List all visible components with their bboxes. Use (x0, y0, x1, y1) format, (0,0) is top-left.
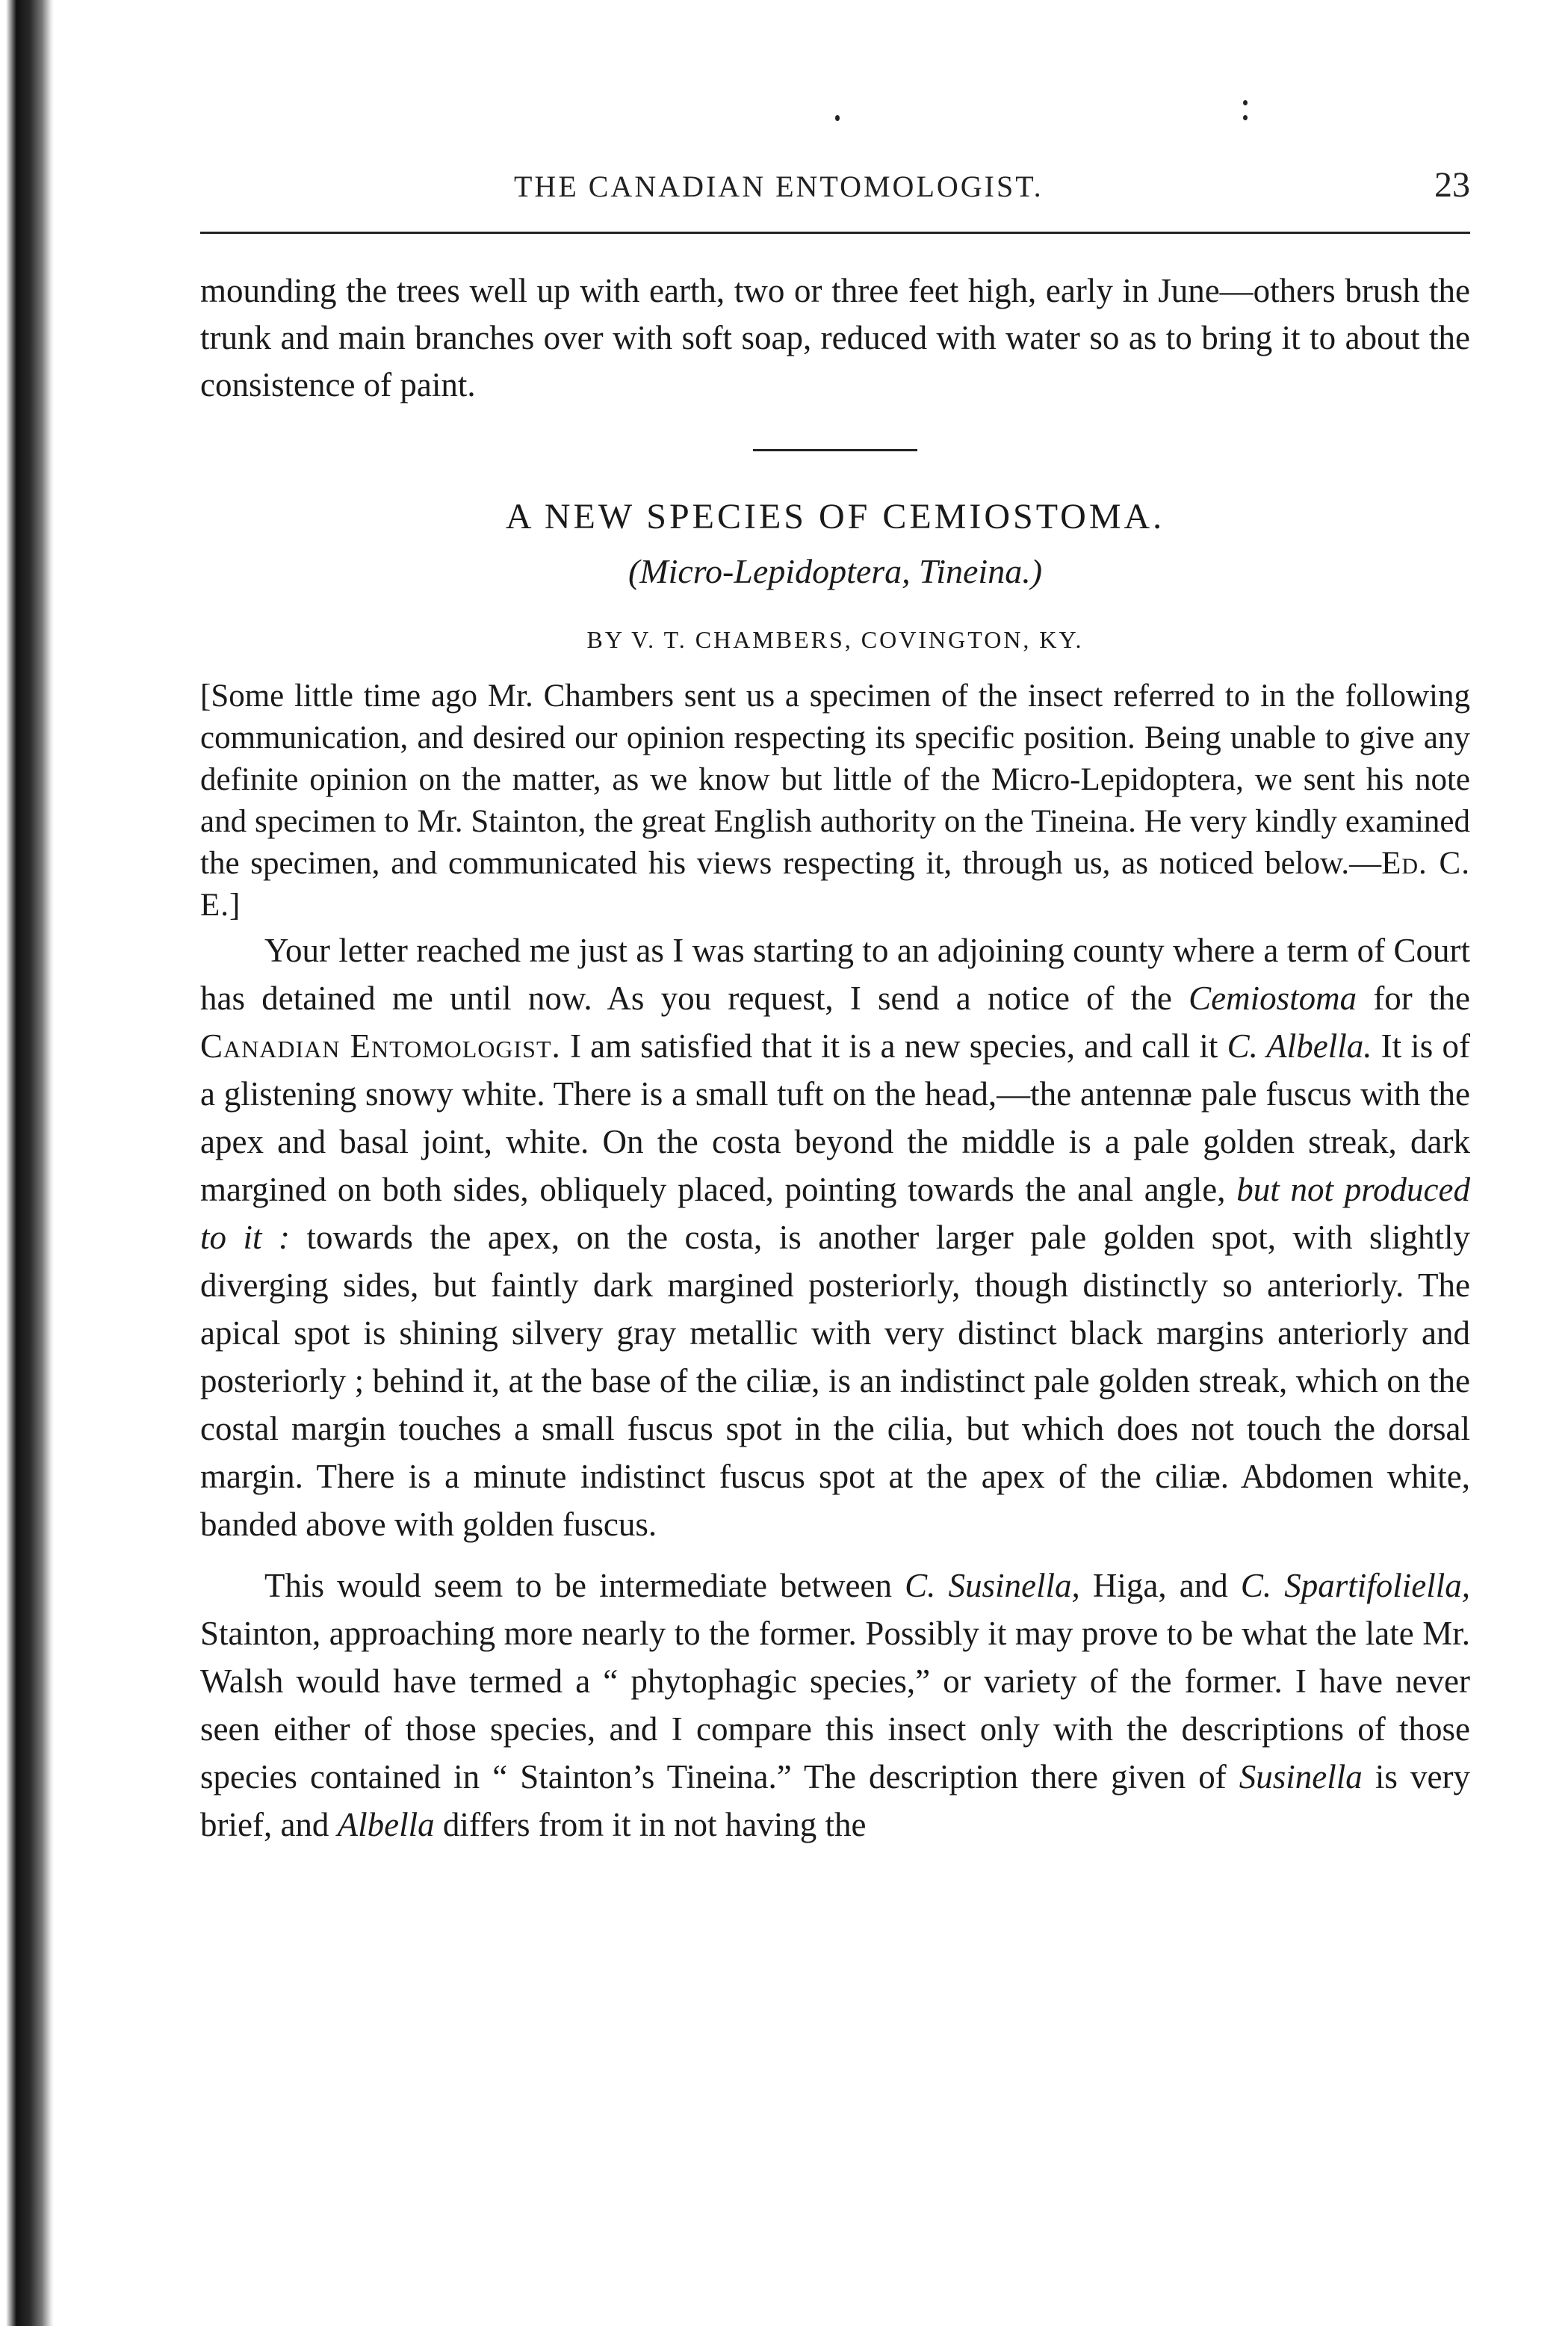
text-run: It is of a glistening snowy white. There is a small tuft on the head,—the antennæ pale fuscus with the apex and basal joint, white. On the costa beyond the middle is a pale golden streak, dark margined on both sides, obliquely placed, pointing towards the anal angle, (200, 1027, 1470, 1208)
genus-name: Cemiostoma (1189, 980, 1357, 1017)
page-binding-edge (0, 0, 54, 2326)
species-name: C. Susinella, (905, 1567, 1080, 1604)
running-head (200, 165, 1470, 214)
species-name: C. Albella. (1227, 1027, 1372, 1065)
header-rule (200, 232, 1470, 234)
article-title: A NEW SPECIES OF CEMIOSTOMA. (505, 497, 1165, 536)
letter-paragraph-2 (200, 1562, 1470, 1849)
editor-signature: Ed. C. E.] (200, 846, 1470, 923)
section-divider (753, 449, 917, 451)
continuation-paragraph: mounding the trees well up with earth, two or three feet high, early in June—others brush the trunk and main branches over with soft soap, reduced with water so as to bring it to about the consistence of paint. (200, 272, 1470, 403)
article-byline: BY V. T. CHAMBERS, COVINGTON, KY. (586, 626, 1084, 653)
running-title: THE CANADIAN ENTOMOLOGIST. (514, 170, 1044, 203)
body-text (200, 267, 1470, 1849)
species-name: Albella (337, 1806, 435, 1843)
article-subtitle: (Micro-Lepidoptera, Tineina.) (627, 552, 1043, 590)
text-run: Higa, and (1079, 1567, 1241, 1604)
letter-paragraph-1 (200, 927, 1470, 1548)
stray-ink-mark (1243, 115, 1248, 120)
journal-name: Canadian Entomologist. (200, 1027, 561, 1065)
text-run: This would seem to be intermediate between (264, 1567, 905, 1604)
text-run: for the (1357, 980, 1470, 1017)
stray-ink-mark (835, 115, 840, 121)
editor-note (200, 675, 1470, 927)
species-name: Susinella (1239, 1758, 1363, 1795)
text-run: Your letter reached me just as I was starting to an adjoining county where a term of Court has detained me until now. As you request, I send a notice of the (200, 932, 1470, 1017)
text-run: Stainton, approaching more nearly to the former. Possibly it may prove to be what the late Mr. Walsh would have termed a “ phytophagic species,” or variety of the former. I have never seen either of those species, and I compare this insect only with the descriptions of those species contained in “ Stainton’s Tineina.” The description there given of (200, 1615, 1470, 1795)
stray-ink-mark (1243, 100, 1248, 105)
text-run: differs from it in not having the (434, 1806, 867, 1843)
species-name: C. Spartifoliella, (1240, 1567, 1470, 1604)
page-number: 23 (1434, 165, 1470, 205)
emphasis: but not produced to it : (200, 1171, 1470, 1256)
text-run: is very brief, and (200, 1758, 1470, 1843)
text-run: I am satisfied that it is a new species, and call it (560, 1027, 1227, 1065)
text-run: towards the apex, on the costa, is another larger pale golden spot, with slightly diverging sides, but faintly dark margined posteriorly, though distinctly so anteriorly. The apical spot is shining silvery gray metallic with very distinct black margins anteriorly and posteriorly ; behind it, at the base of the ciliæ, is an indistinct pale golden streak, which on the costal margin touches a small fuscus spot in the cilia, but which does not touch the dorsal margin. There is a minute indistinct fuscus spot at the apex of the ciliæ. Abdomen white, banded above with golden fuscus. (200, 1219, 1470, 1543)
editor-note-text: [Some little time ago Mr. Chambers sent us a specimen of the insect referred to in the following communication, and desired our opinion respecting its specific position. Being unable to give any definite opinion on the matter, as we know but little of the Micro-Lepidoptera, we sent his note and specimen to Mr. Stainton, the great English authority on the Tineina. He very kindly examined the specimen, and communicated his views respecting it, through us, as noticed below.— (200, 678, 1470, 881)
